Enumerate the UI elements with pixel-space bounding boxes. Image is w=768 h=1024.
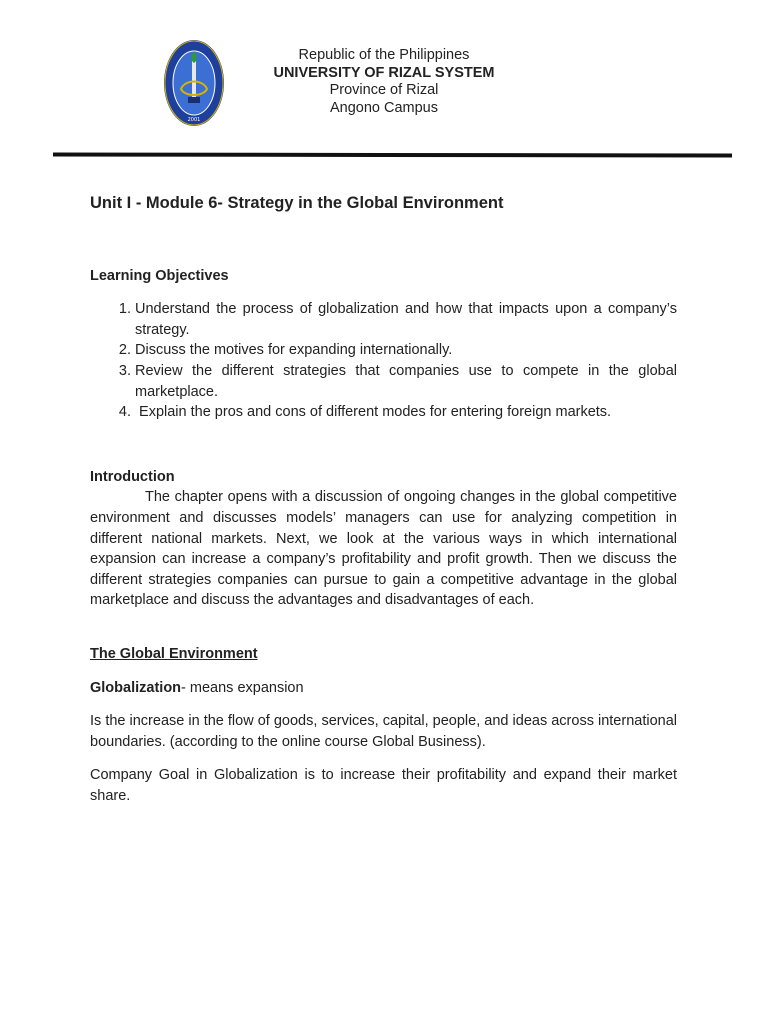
globalization-term: Globalization: [90, 679, 182, 696]
globalization-paragraph: Is the increase in the flow of goods, services, capital, people, and ideas across international boundaries. (according to the online course Global Business).: [90, 713, 677, 750]
university-seal-logo: [163, 39, 225, 127]
header-divider: [53, 153, 732, 158]
globalization-definition: [90, 678, 677, 699]
globalization-meaning: - means expansion: [181, 679, 304, 696]
republic-line: Republic of the Philippines: [298, 47, 470, 63]
university-name: UNIVERSITY OF RIZAL SYSTEM: [273, 64, 495, 81]
objective-item: 4. Explain the pros and cons of different modes for entering foreign markets.: [135, 402, 677, 423]
module-title: Unit I - Module 6- Strategy in the Global Environment: [90, 194, 504, 212]
objective-item: 3. Review the different strategies that companies use to compete in the global marketplace.: [135, 361, 677, 402]
introduction-heading: Introduction: [90, 468, 175, 485]
global-environment-heading: The Global Environment: [90, 645, 258, 662]
letterhead: [234, 47, 534, 117]
learning-objectives-heading: Learning Objectives: [90, 267, 229, 284]
province-line: Province of Rizal: [329, 82, 439, 98]
objectives-list: [90, 299, 677, 423]
objective-item: 1. Understand the process of globalization and how that impacts upon a company’s strategy.: [135, 299, 677, 340]
company-goal-paragraph: Company Goal in Globalization is to increase their profitability and expand their market share.: [90, 767, 677, 804]
svg-text:2001: 2001: [187, 117, 201, 123]
document-body: [90, 193, 677, 806]
campus-line: Angono Campus: [329, 99, 438, 116]
introduction-paragraph: The chapter opens with a discussion of ongoing changes in the global competitive environment and discusses models’ managers can use for analyzing competition in different national markets. Next, we look at the various ways in which international expansion can increase a company’s profitability and profit growth. Then we discuss the different strategies companies can pursue to gain a competitive advantage in the global marketplace and discuss the advantages and disadvantages of each.: [90, 489, 677, 609]
objective-item: 2. Discuss the motives for expanding internationally.: [135, 340, 677, 361]
